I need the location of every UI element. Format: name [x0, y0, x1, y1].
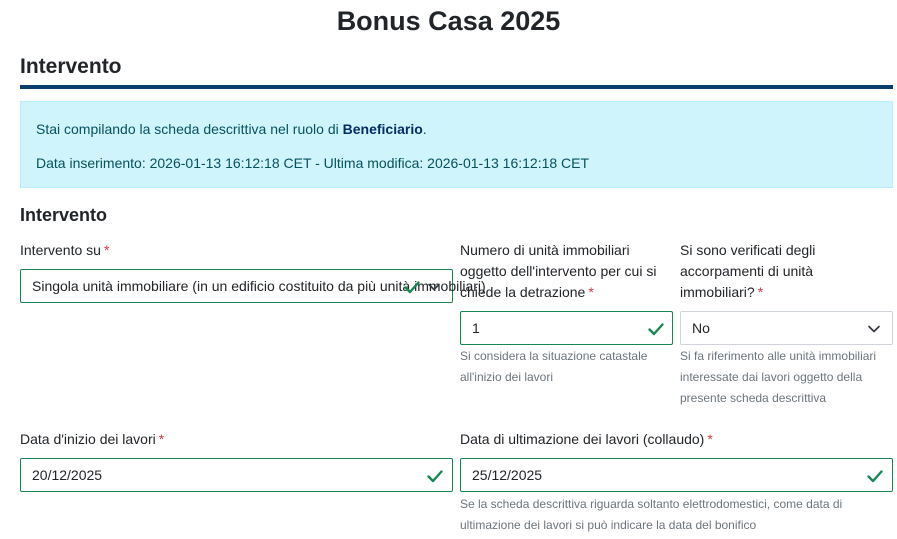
role-name: Beneficiario [342, 121, 423, 137]
data-fine-help: Se la scheda descrittiva riguarda soltanto elettrodomestici, come data di ultimazione dei lavori si può indicare la data del bonifico [460, 497, 843, 532]
check-icon [426, 467, 444, 485]
data-inizio-input[interactable] [20, 458, 453, 492]
section-title: Intervento [20, 55, 122, 78]
numero-unita-label: Numero di unità immobiliari oggetto dell'intervento per cui si chiede la detrazione * [460, 242, 657, 300]
check-icon [647, 320, 665, 338]
section-header [20, 54, 893, 89]
info-role-line: Stai compilando la scheda descrittiva nel ruolo di Beneficiario. [36, 121, 427, 137]
intervento-su-value: Singola unità immobiliare (in un edificio costituito da più unità immobiliari) [32, 278, 486, 294]
intervento-su-select[interactable] [20, 269, 486, 303]
data-fine-value: 25/12/2025 [472, 467, 543, 483]
accorpamenti-label: Si sono verificati degli accorpamenti di unità immobiliari? * [680, 242, 816, 300]
data-fine-label: Data di ultimazione dei lavori (collaudo) * [460, 431, 713, 447]
required-mark: * [103, 242, 110, 258]
data-inizio-label: Data d'inizio dei lavori * [20, 431, 165, 447]
required-mark: * [707, 431, 713, 447]
intervento-su-label: Intervento su * [20, 242, 110, 258]
info-dates-line: Data inserimento: 2026-01-13 16:12:18 CET - Ultima modifica: 2026-01-13 16:12:18 CET [36, 155, 590, 171]
accorpamenti-help: Si fa riferimento alle unità immobiliari interessate dai lavori oggetto della presente scheda descrittiva [680, 349, 877, 405]
required-mark: * [158, 431, 165, 447]
required-mark: * [757, 284, 764, 300]
required-mark: * [588, 284, 594, 300]
section-divider [20, 85, 893, 89]
check-icon [403, 278, 421, 296]
accorpamenti-value: No [692, 320, 710, 336]
chevron-down-icon [425, 278, 443, 296]
data-fine-input[interactable] [460, 458, 893, 492]
page-title: Bonus Casa 2025 [336, 6, 561, 36]
numero-unita-help: Si considera la situazione catastale all'inizio dei lavori [460, 349, 648, 384]
accorpamenti-select[interactable] [680, 311, 893, 345]
chevron-down-icon [865, 320, 883, 338]
numero-unita-input[interactable] [460, 311, 673, 345]
data-inizio-value: 20/12/2025 [32, 467, 103, 483]
subsection-title: Intervento [20, 205, 108, 225]
numero-unita-value: 1 [472, 320, 480, 336]
info-alert [20, 101, 893, 188]
check-icon [866, 467, 884, 485]
